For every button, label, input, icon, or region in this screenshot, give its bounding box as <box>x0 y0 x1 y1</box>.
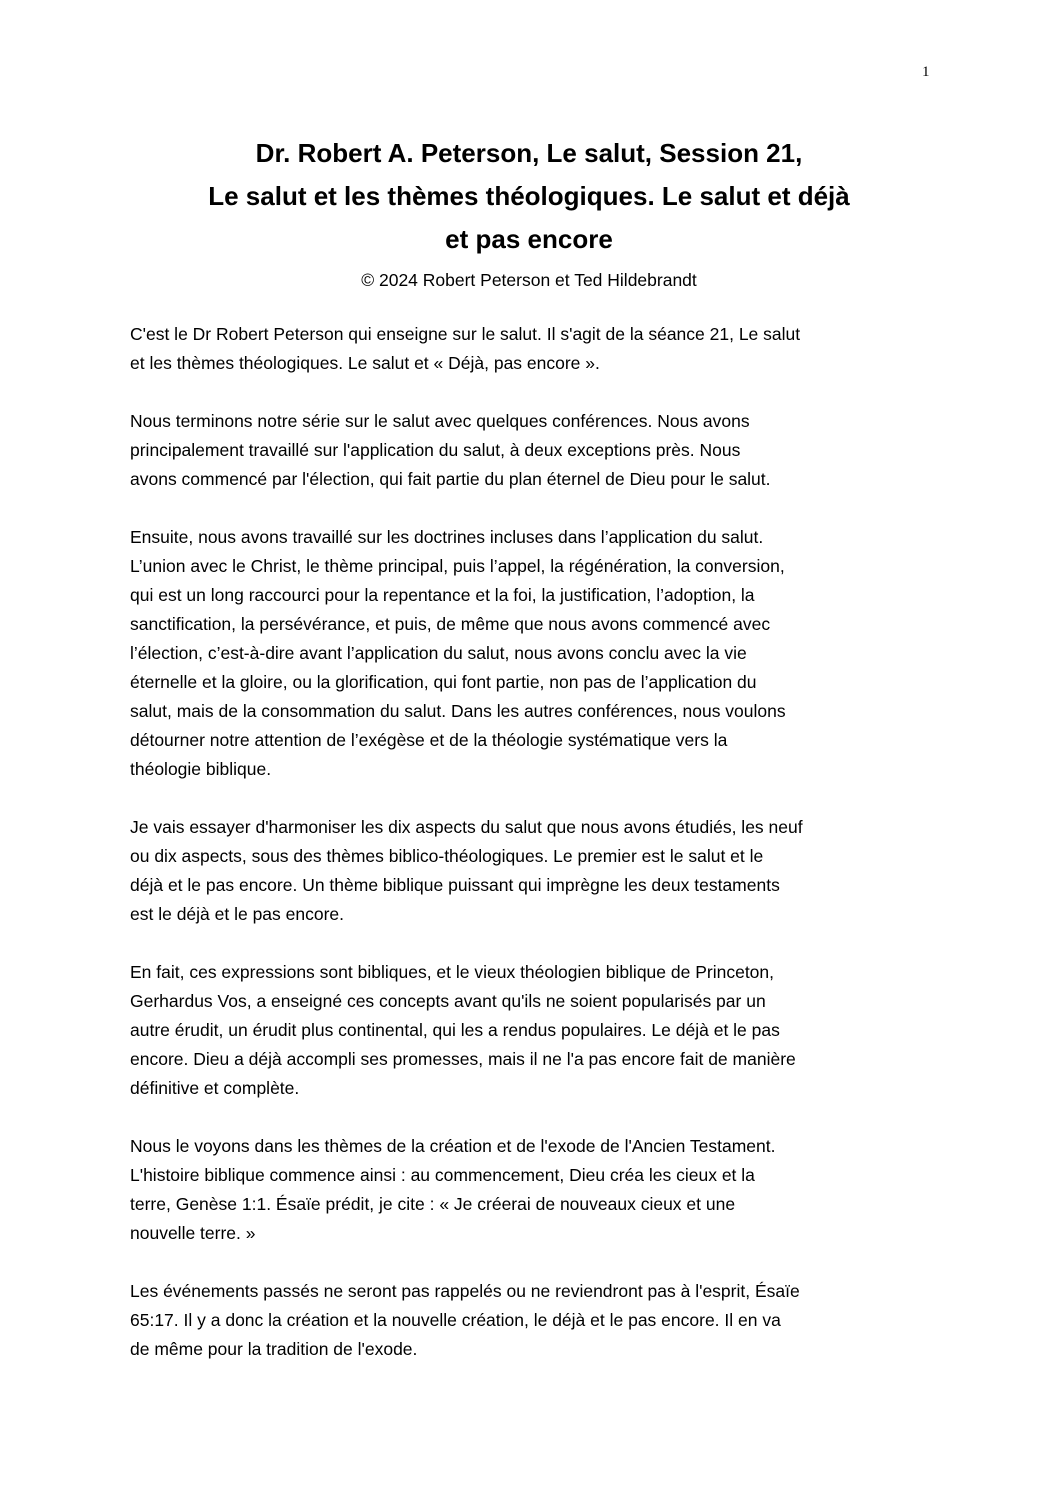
paragraph <box>130 958 950 1103</box>
paragraph <box>130 1132 950 1248</box>
text-line: qui est un long raccourci pour la repentance et la foi, la justification, l’adoption, la <box>130 585 755 605</box>
text-line: Gerhardus Vos, a enseigné ces concepts avant qu'ils ne soient popularisés par un <box>130 991 766 1011</box>
text-line: autre érudit, un érudit plus continental, qui les a rendus populaires. Le déjà et le pas <box>130 1020 780 1040</box>
page-number: 1 <box>922 64 930 80</box>
text-line: Je vais essayer d'harmoniser les dix aspects du salut que nous avons étudiés, les neuf <box>130 817 803 837</box>
text-line: est le déjà et le pas encore. <box>130 904 345 924</box>
text-line: théologie biblique. <box>130 759 272 779</box>
text-line: salut, mais de la consommation du salut. Dans les autres conférences, nous voulons <box>130 701 786 721</box>
paragraph <box>130 320 950 378</box>
text-line: l’élection, c’est-à-dire avant l’application du salut, nous avons conclu avec la vie <box>130 643 747 663</box>
title-line: Dr. Robert A. Peterson, Le salut, Session 21, <box>255 138 803 168</box>
text-line: Les événements passés ne seront pas rappelés ou ne reviendront pas à l'esprit, Ésaïe <box>130 1281 800 1301</box>
title-line: Le salut et les thèmes théologiques. Le salut et déjà <box>208 181 850 211</box>
text-line: éternelle et la gloire, ou la glorification, qui font partie, non pas de l’application du <box>130 672 757 692</box>
text-line: ou dix aspects, sous des thèmes biblico-théologiques. Le premier est le salut et le <box>130 846 764 866</box>
paragraph <box>130 813 950 929</box>
copyright-notice: © 2024 Robert Peterson et Ted Hildebrandt <box>361 270 697 290</box>
text-line: Nous le voyons dans les thèmes de la création et de l'exode de l'Ancien Testament. <box>130 1136 776 1156</box>
text-line: détourner notre attention de l’exégèse et de la théologie systématique vers la <box>130 730 728 750</box>
text-line: nouvelle terre. » <box>130 1223 256 1243</box>
text-line: 65:17. Il y a donc la création et la nouvelle création, le déjà et le pas encore. Il en va <box>130 1310 781 1330</box>
text-line: définitive et complète. <box>130 1078 300 1098</box>
paragraph <box>130 407 950 494</box>
text-line: C'est le Dr Robert Peterson qui enseigne sur le salut. Il s'agit de la séance 21, Le salut <box>130 324 801 344</box>
text-line: avons commencé par l'élection, qui fait partie du plan éternel de Dieu pour le salut. <box>130 469 771 489</box>
text-line: encore. Dieu a déjà accompli ses promesses, mais il ne l'a pas encore fait de manière <box>130 1049 796 1069</box>
text-line: sanctification, la persévérance, et puis, de même que nous avons commencé avec <box>130 614 771 634</box>
text-line: déjà et le pas encore. Un thème biblique puissant qui imprègne les deux testaments <box>130 875 780 895</box>
text-line: L'histoire biblique commence ainsi : au commencement, Dieu créa les cieux et la <box>130 1165 755 1185</box>
text-line: Nous terminons notre série sur le salut avec quelques conférences. Nous avons <box>130 411 750 431</box>
text-line: L’union avec le Christ, le thème principal, puis l’appel, la régénération, la conversion, <box>130 556 785 576</box>
document-body <box>130 320 950 1393</box>
text-line: Ensuite, nous avons travaillé sur les doctrines incluses dans l’application du salut. <box>130 527 764 547</box>
paragraph <box>130 523 950 784</box>
text-line: et les thèmes théologiques. Le salut et « Déjà, pas encore ». <box>130 353 600 373</box>
text-line: de même pour la tradition de l'exode. <box>130 1339 418 1359</box>
text-line: principalement travaillé sur l'application du salut, à deux exceptions près. Nous <box>130 440 741 460</box>
title-line: et pas encore <box>445 224 613 254</box>
paragraph <box>130 1277 950 1364</box>
document-title <box>0 132 1058 261</box>
text-line: En fait, ces expressions sont bibliques, et le vieux théologien biblique de Princeton, <box>130 962 775 982</box>
text-line: terre, Genèse 1:1. Ésaïe prédit, je cite : « Je créerai de nouveaux cieux et une <box>130 1194 736 1214</box>
